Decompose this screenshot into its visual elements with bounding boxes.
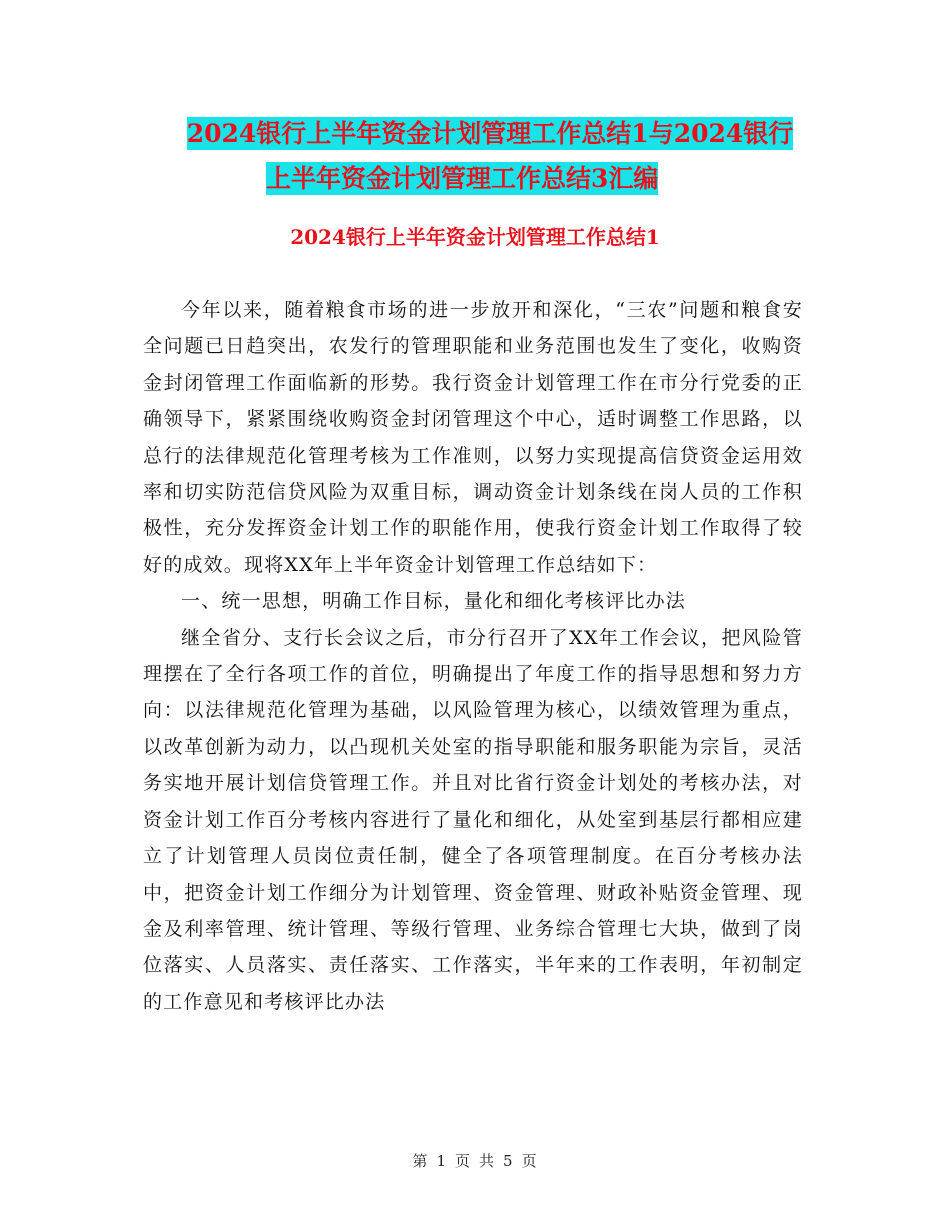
page-footer xyxy=(0,1150,950,1171)
footer-page-word: 页 xyxy=(454,1152,471,1170)
body-text xyxy=(143,292,803,1020)
document-title xyxy=(150,111,830,201)
footer-current-page: 1 xyxy=(436,1152,447,1170)
footer-total-pages: 5 xyxy=(503,1152,514,1170)
footer-prefix: 第 xyxy=(412,1152,429,1170)
footer-total-prefix: 共 xyxy=(479,1152,496,1170)
title-line-1: 2024银行上半年资金计划管理工作总结1与2024银行 xyxy=(186,119,794,148)
title-line-2: 上半年资金计划管理工作总结3汇编 xyxy=(266,164,659,193)
paragraph-section-1: 继全省分、支行长会议之后，市分行召开了XX年工作会议，把风险管理摆在了全行各项工作的首位，明确提出了年度工作的指导思想和努力方向：以法律规范化管理为基础，以风险管理为核心，以绩效管理为重点，以改革创新为动力，以凸现机关处室的指导职能和服务职能为宗旨，灵活务实地开展计划信贷管理工作。并且对比省行资金计划处的考核办法，对资金计划工作百分考核内容进行了量化和细化，从处室到基层行都相应建立了计划管理人员岗位责任制，健全了各项管理制度。在百分考核办法中，把资金计划工作细分为计划管理、资金管理、财政补贴资金管理、现金及利率管理、统计管理、等级行管理、业务综合管理七大块，做到了岗位落实、人员落实、责任落实、工作落实，半年来的工作表明，年初制定的工作意见和考核评比办法 xyxy=(143,626,803,1013)
section-title: 2024银行上半年资金计划管理工作总结1 xyxy=(290,225,660,249)
paragraph-heading-1: 一、统一思想，明确工作目标，量化和细化考核评比办法 xyxy=(181,590,687,613)
paragraph-intro: 今年以来，随着粮食市场的进一步放开和深化，“三农”问题和粮食安全问题已日趋突出，农发行的管理职能和业务范围也发生了变化，收购资金封闭管理工作面临新的形势。我行资金计划管理工作在市分行党委的正确领导下，紧紧围绕收购资金封闭管理这个中心，适时调整工作思路，以总行的法律规范化管理考核为工作准则，以努力实现提高信贷资金运用效率和切实防范信贷风险为双重目标，调动资金计划条线在岗人员的工作积极性，充分发挥资金计划工作的职能作用，使我行资金计划工作取得了较好的成效。现将XX年上半年资金计划管理工作总结如下： xyxy=(143,299,803,576)
footer-suffix: 页 xyxy=(521,1152,538,1170)
